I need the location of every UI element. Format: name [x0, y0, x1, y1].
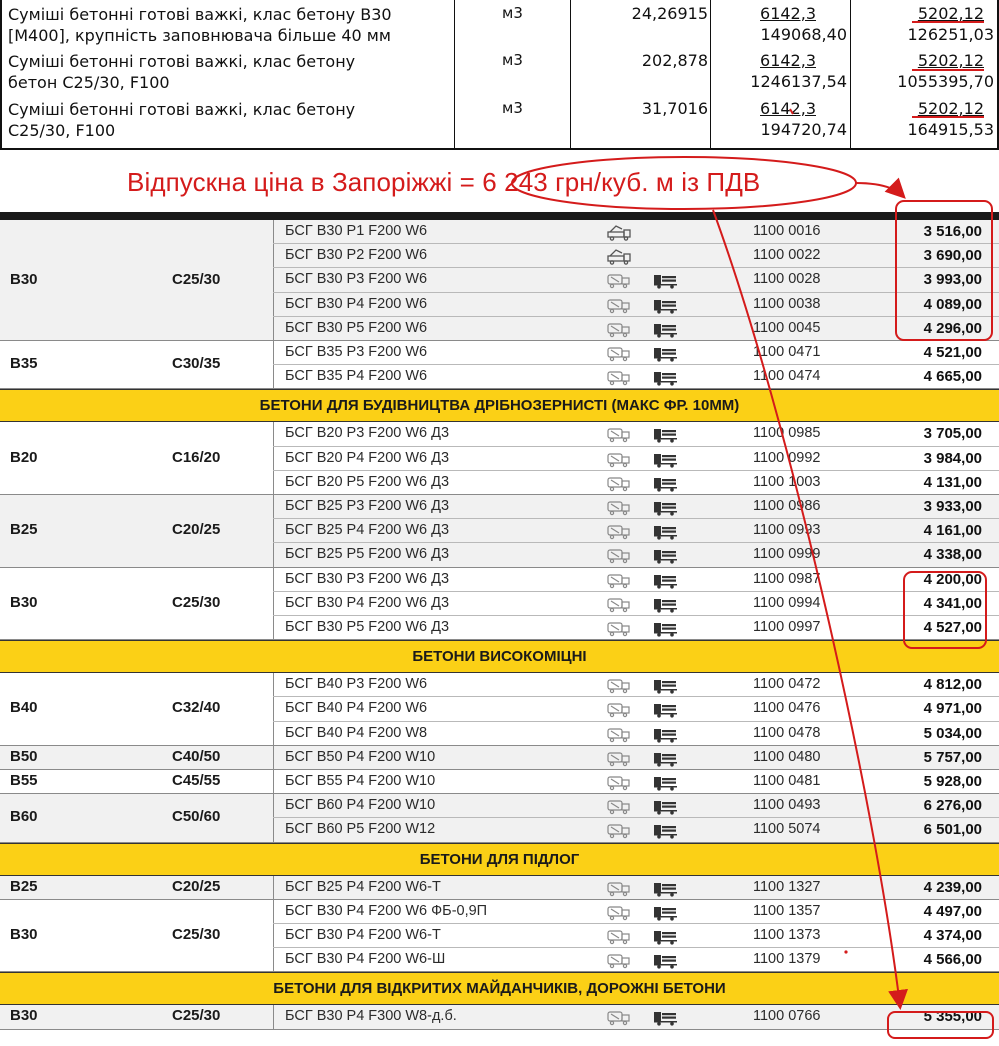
product-price: 6 501,00: [923, 821, 982, 839]
concrete-class-group: [0, 746, 999, 770]
mixer-truck-icon: [653, 572, 679, 589]
price-row: [273, 1005, 999, 1029]
product-name: БСГ В40 Р3 F200 W6: [285, 676, 428, 693]
tender-sum-b: 1055395,70: [897, 72, 994, 91]
product-code: 1100 0028: [753, 271, 821, 288]
mixer-truck-icon: [653, 880, 679, 897]
annotation-price: 6 243 грн/куб. м із ПДВ: [482, 167, 761, 197]
mixer-truck-outline-icon: [606, 475, 632, 492]
product-name: БСГ В35 Р4 F200 W6: [285, 368, 428, 385]
product-code: 1100 0471: [753, 344, 821, 360]
product-name: БСГ В25 Р4 F200 W6 Д3: [285, 522, 450, 539]
product-price: 5 757,00: [923, 748, 982, 766]
strength-mark-label: C25/30: [172, 1007, 221, 1025]
tender-sum-b: 126251,03: [907, 25, 994, 44]
price-row: [273, 818, 999, 842]
mixer-truck-outline-icon: [606, 369, 632, 386]
product-price: 6 276,00: [923, 797, 982, 815]
mixer-truck-outline-icon: [606, 547, 632, 564]
pump-truck-icon: [606, 224, 632, 241]
product-code: 1100 1379: [753, 951, 821, 968]
product-price: 4 338,00: [923, 546, 982, 564]
tender-item-name-line2: бетон С25/30, F100: [8, 73, 170, 92]
product-price: 4 239,00: [923, 878, 982, 896]
mixer-truck-outline-icon: [606, 726, 632, 743]
mixer-truck-icon: [653, 451, 679, 468]
price-row: [273, 948, 999, 972]
price-row: [273, 697, 999, 721]
mixer-truck-icon: [653, 677, 679, 694]
price-row: [273, 746, 999, 770]
concrete-class-label: B55: [10, 772, 38, 790]
mixer-truck-outline-icon: [606, 345, 632, 362]
product-name: БСГ В40 Р4 F200 W6: [285, 700, 428, 717]
price-row: [273, 616, 999, 640]
price-row: [273, 673, 999, 697]
product-price: 4 341,00: [923, 594, 982, 612]
tender-item-name: [8, 99, 448, 141]
product-price: 3 690,00: [923, 247, 982, 265]
mixer-truck-outline-icon: [606, 451, 632, 468]
mixer-truck-icon: [653, 1009, 679, 1026]
concrete-class-label: B25: [10, 877, 38, 895]
price-row: [273, 293, 999, 317]
price-row: [273, 794, 999, 818]
price-list-top-bar: [0, 212, 999, 220]
tender-item-name-line1: Суміші бетонні готові важкі, клас бетону: [8, 52, 356, 71]
product-name: БСГ В20 Р3 F200 W6 Д3: [285, 425, 450, 442]
product-code: 1100 0994: [753, 594, 821, 611]
concrete-class-group: [0, 673, 999, 746]
price-row: [273, 495, 999, 519]
strength-mark-label: C16/20: [172, 448, 221, 466]
concrete-class-label: B60: [10, 808, 38, 826]
mixer-truck-icon: [653, 523, 679, 540]
arrow-to-top-group: [856, 183, 903, 196]
concrete-class-label: B20: [10, 448, 38, 466]
price-row: [273, 422, 999, 446]
product-code: 1100 0480: [753, 748, 821, 765]
product-code: 1100 1327: [753, 878, 821, 895]
product-name: БСГ В20 Р4 F200 W6 Д3: [285, 449, 450, 466]
product-name: БСГ В30 Р4 F200 W6-Ш: [285, 951, 446, 968]
product-code: 1100 0481: [753, 772, 821, 789]
tender-quantity: 202,878: [641, 51, 708, 70]
product-name: БСГ В30 Р4 F200 W6-Т: [285, 926, 441, 943]
product-price: 4 161,00: [923, 522, 982, 540]
product-price: 5 034,00: [923, 724, 982, 742]
mixer-truck-outline-icon: [606, 321, 632, 338]
mixer-truck-outline-icon: [606, 880, 632, 897]
tender-price-a: 6142,3: [760, 99, 816, 118]
tender-unit: м3: [502, 51, 523, 69]
tender-item-name-line2: [М400], крупність заповнювача більше 40 мм: [8, 26, 391, 45]
mixer-truck-outline-icon: [606, 1009, 632, 1026]
mixer-truck-icon: [653, 928, 679, 945]
price-row: [273, 924, 999, 948]
price-row: [273, 447, 999, 471]
concrete-class-label: B40: [10, 699, 38, 717]
tender-price-a: 6142,3: [760, 4, 816, 23]
concrete-class-group: [0, 900, 999, 973]
product-price: 3 993,00: [923, 271, 982, 289]
mixer-truck-icon: [653, 774, 679, 791]
mixer-truck-icon: [653, 426, 679, 443]
annotation-prefix: Відпускна ціна в Запоріжжі =: [127, 167, 483, 197]
mixer-truck-icon: [653, 822, 679, 839]
section-header: БЕТОНИ ДЛЯ БУДІВНИЦТВА ДРІБНОЗЕРНИСТІ (МАКС ФР. 10ММ): [0, 389, 999, 422]
mixer-truck-outline-icon: [606, 426, 632, 443]
price-row: [273, 268, 999, 292]
product-name: БСГ В30 Р3 F200 W6: [285, 271, 428, 288]
product-code: 1100 5074: [753, 821, 821, 838]
product-name: БСГ В60 Р5 F200 W12: [285, 821, 436, 838]
product-name: БСГ В25 Р4 F200 W6-Т: [285, 878, 441, 895]
price-row: [273, 770, 999, 794]
tender-table: [0, 0, 999, 150]
section-header: БЕТОНИ ДЛЯ ВІДКРИТИХ МАЙДАНЧИКІВ, ДОРОЖНІ БЕТОНИ: [0, 972, 999, 1005]
strength-mark-label: C50/60: [172, 808, 221, 826]
tender-price-b: 5202,12: [917, 51, 984, 70]
product-code: 1100 0478: [753, 724, 821, 741]
product-price: 4 812,00: [923, 676, 982, 694]
price-row: [273, 244, 999, 268]
mixer-truck-icon: [653, 475, 679, 492]
product-name: БСГ В30 Р2 F200 W6: [285, 247, 428, 264]
concrete-class-group: [0, 794, 999, 842]
price-list: [0, 212, 999, 1030]
mixer-truck-icon: [653, 750, 679, 767]
price-row: [273, 900, 999, 924]
product-code: 1100 0038: [753, 295, 821, 312]
tender-quantity: 31,7016: [641, 99, 708, 118]
product-name: БСГ В35 Р3 F200 W6: [285, 344, 428, 360]
product-name: БСГ В30 Р4 F200 W6 ФБ-0,9П: [285, 902, 488, 919]
concrete-class-label: B30: [10, 270, 38, 288]
mixer-truck-outline-icon: [606, 297, 632, 314]
concrete-class-label: B30: [10, 926, 38, 944]
product-code: 1100 0985: [753, 425, 821, 442]
product-name: БСГ В30 Р4 F200 W6 Д3: [285, 594, 450, 611]
price-row: [273, 317, 999, 341]
tender-row: [0, 0, 999, 46]
mixer-truck-icon: [653, 798, 679, 815]
product-code: 1100 0993: [753, 522, 821, 539]
product-price: 5 355,00: [923, 1008, 982, 1026]
concrete-class-group: [0, 495, 999, 568]
concrete-class-group: [0, 341, 999, 389]
mixer-truck-outline-icon: [606, 596, 632, 613]
mixer-truck-outline-icon: [606, 620, 632, 637]
mixer-truck-outline-icon: [606, 774, 632, 791]
product-name: БСГ В30 Р1 F200 W6: [285, 223, 428, 239]
product-code: 1100 0987: [753, 570, 821, 587]
product-name: БСГ В50 Р4 F200 W10: [285, 748, 436, 765]
concrete-class-group: [0, 1005, 999, 1029]
mixer-truck-icon: [653, 726, 679, 743]
product-name: БСГ В40 Р4 F200 W8: [285, 724, 428, 741]
tender-item-name-line1: Суміші бетонні готові важкі, клас бетону: [8, 100, 356, 119]
mixer-truck-outline-icon: [606, 798, 632, 815]
tender-item-name: [8, 51, 448, 93]
strength-mark-label: C25/30: [172, 926, 221, 944]
product-code: 1100 0474: [753, 368, 821, 385]
tender-price-b: 5202,12: [917, 4, 984, 23]
mixer-truck-icon: [653, 321, 679, 338]
pump-truck-icon: [606, 248, 632, 265]
product-name: БСГ В30 Р4 F200 W6: [285, 295, 428, 312]
concrete-class-group: [0, 876, 999, 900]
product-code: 1100 0016: [753, 223, 821, 239]
strength-mark-label: C40/50: [172, 747, 221, 765]
strength-mark-label: C20/25: [172, 521, 221, 539]
concrete-class-group: [0, 220, 999, 341]
mixer-truck-outline-icon: [606, 523, 632, 540]
product-name: БСГ В25 Р3 F200 W6 Д3: [285, 497, 450, 514]
tender-item-name-line1: Суміші бетонні готові важкі, клас бетону В30: [8, 5, 392, 24]
concrete-class-label: B30: [10, 593, 38, 611]
concrete-class-label: B35: [10, 355, 38, 373]
product-code: 1100 1357: [753, 902, 821, 919]
tender-sum-a: 1246137,54: [750, 72, 847, 91]
mixer-truck-outline-icon: [606, 904, 632, 921]
product-price: 4 296,00: [923, 319, 982, 337]
strength-mark-label: C32/40: [172, 699, 221, 717]
product-price: 4 131,00: [923, 473, 982, 491]
mixer-truck-outline-icon: [606, 701, 632, 718]
mixer-truck-icon: [653, 369, 679, 386]
price-row: [273, 876, 999, 900]
product-price: 4 374,00: [923, 926, 982, 944]
product-name: БСГ В20 Р5 F200 W6 Д3: [285, 473, 450, 490]
mixer-truck-icon: [653, 596, 679, 613]
strength-mark-label: C45/55: [172, 772, 221, 790]
product-price: 4 665,00: [923, 368, 982, 386]
product-price: 3 516,00: [923, 223, 982, 240]
product-name: БСГ В55 Р4 F200 W10: [285, 772, 436, 789]
product-name: БСГ В25 Р5 F200 W6 Д3: [285, 546, 450, 563]
product-name: БСГ В60 Р4 F200 W10: [285, 797, 436, 814]
mixer-truck-outline-icon: [606, 928, 632, 945]
product-price: 4 521,00: [923, 344, 982, 361]
concrete-class-group: [0, 770, 999, 794]
mixer-truck-icon: [653, 952, 679, 969]
product-name: БСГ В30 Р5 F200 W6: [285, 319, 428, 336]
product-code: 1100 0992: [753, 449, 821, 466]
product-price: 4 497,00: [923, 902, 982, 920]
strength-mark-label: C25/30: [172, 270, 221, 288]
mixer-truck-outline-icon: [606, 499, 632, 516]
product-code: 1100 1003: [753, 473, 821, 490]
price-row: [273, 519, 999, 543]
product-code: 1100 0493: [753, 797, 821, 814]
tender-price-a: 6142,3: [760, 51, 816, 70]
product-price: 3 984,00: [923, 449, 982, 467]
product-code: 1100 1373: [753, 926, 821, 943]
concrete-class-label: B25: [10, 521, 38, 539]
mixer-truck-icon: [653, 620, 679, 637]
product-code: 1100 0476: [753, 700, 821, 717]
price-row: [273, 220, 999, 244]
concrete-class-group: [0, 568, 999, 641]
mixer-truck-icon: [653, 701, 679, 718]
product-code: 1100 0022: [753, 247, 821, 264]
product-price: 5 928,00: [923, 772, 982, 790]
mixer-truck-icon: [653, 499, 679, 516]
mixer-truck-outline-icon: [606, 272, 632, 289]
tender-unit: м3: [502, 99, 523, 117]
mixer-truck-icon: [653, 297, 679, 314]
price-row: [273, 722, 999, 746]
strength-mark-label: C30/35: [172, 355, 221, 373]
product-price: 4 089,00: [923, 295, 982, 313]
concrete-class-label: B50: [10, 747, 38, 765]
product-code: 1100 0472: [753, 676, 821, 693]
mixer-truck-icon: [653, 547, 679, 564]
mixer-truck-outline-icon: [606, 822, 632, 839]
tender-sum-b: 164915,53: [907, 120, 994, 139]
price-row: [273, 592, 999, 616]
product-price: 4 566,00: [923, 951, 982, 969]
product-code: 1100 0997: [753, 618, 821, 635]
price-row: [273, 543, 999, 567]
product-price: 3 933,00: [923, 497, 982, 515]
concrete-class-label: B30: [10, 1007, 38, 1025]
product-name: БСГ В30 Р3 F200 W6 Д3: [285, 570, 450, 587]
mixer-truck-outline-icon: [606, 677, 632, 694]
product-name: БСГ В30 Р5 F200 W6 Д3: [285, 618, 450, 635]
mixer-truck-outline-icon: [606, 750, 632, 767]
tender-sum-a: 194720,74: [760, 120, 847, 139]
product-code: 1100 0045: [753, 319, 821, 336]
strength-mark-label: C25/30: [172, 593, 221, 611]
mixer-truck-icon: [653, 345, 679, 362]
section-header: БЕТОНИ ВИСОКОМІЦНІ: [0, 640, 999, 673]
mixer-truck-icon: [653, 272, 679, 289]
tender-sum-a: 149068,40: [760, 25, 847, 44]
price-row: [273, 341, 999, 365]
strength-mark-label: C20/25: [172, 877, 221, 895]
product-price: 3 705,00: [923, 425, 982, 443]
section-header: БЕТОНИ ДЛЯ ПІДЛОГ: [0, 843, 999, 876]
product-code: 1100 0766: [753, 1008, 821, 1025]
tender-row: [0, 95, 999, 141]
product-code: 1100 0986: [753, 497, 821, 514]
concrete-class-group: [0, 422, 999, 495]
price-row: [273, 471, 999, 495]
mixer-truck-icon: [653, 904, 679, 921]
mixer-truck-outline-icon: [606, 572, 632, 589]
tender-item-name-line2: С25/30, F100: [8, 121, 116, 140]
tender-quantity: 24,26915: [631, 4, 708, 23]
mixer-truck-outline-icon: [606, 952, 632, 969]
product-price: 4 971,00: [923, 700, 982, 718]
tender-row: [0, 47, 999, 93]
product-price: 4 527,00: [923, 618, 982, 636]
price-row: [273, 568, 999, 592]
tender-unit: м3: [502, 4, 523, 22]
tender-price-b: 5202,12: [917, 99, 984, 118]
product-price: 4 200,00: [923, 570, 982, 588]
product-code: 1100 0999: [753, 546, 821, 563]
annotation-text: [127, 167, 760, 198]
product-name: БСГ В30 Р4 F300 W8-д.б.: [285, 1008, 457, 1025]
price-row: [273, 365, 999, 389]
tender-item-name: [8, 4, 448, 46]
